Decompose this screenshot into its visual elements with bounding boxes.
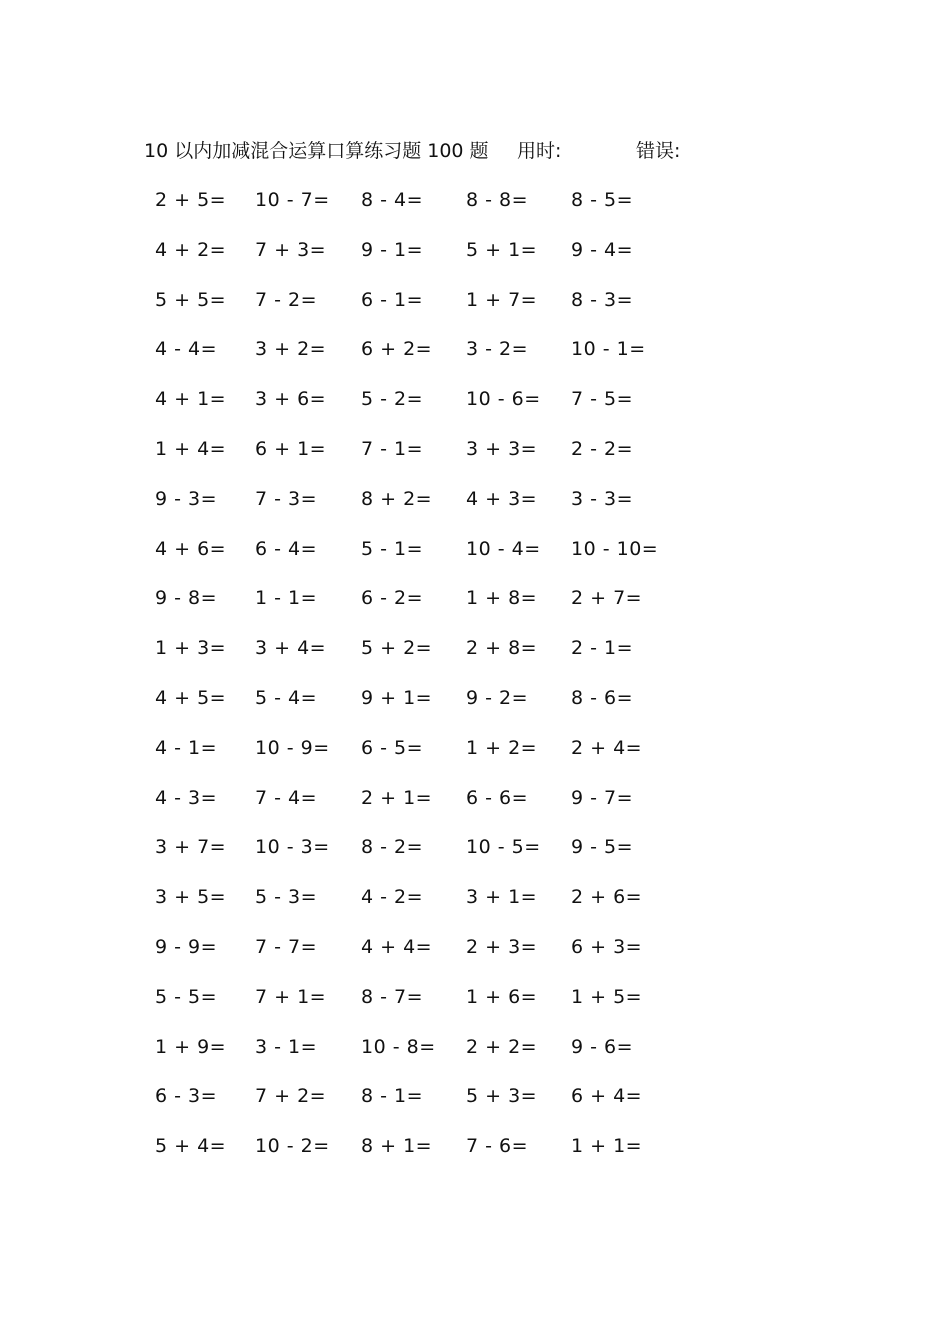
- problem-item: 3 - 1=: [255, 1035, 318, 1058]
- problem-item: 5 - 3=: [255, 886, 318, 909]
- problem-item: 5 + 3=: [466, 1085, 538, 1108]
- problem-item: 7 - 3=: [255, 487, 318, 510]
- problem-row: [155, 833, 715, 883]
- problem-item: 5 - 5=: [155, 985, 218, 1008]
- problem-item: 9 - 6=: [571, 1035, 634, 1058]
- problem-item: 10 - 4=: [466, 537, 541, 560]
- problem-item: 9 - 1=: [361, 238, 424, 261]
- problem-item: 4 + 4=: [361, 935, 433, 958]
- problem-item: 10 - 2=: [255, 1135, 330, 1158]
- problem-item: 1 - 1=: [255, 587, 318, 610]
- problem-item: 4 + 5=: [155, 686, 227, 709]
- problem-item: 8 + 1=: [361, 1135, 433, 1158]
- problem-item: 1 + 2=: [466, 736, 538, 759]
- problem-item: 10 - 7=: [255, 189, 330, 211]
- problem-row: [155, 584, 715, 634]
- problem-item: 7 + 2=: [255, 1085, 327, 1108]
- problem-item: 8 - 3=: [571, 288, 634, 311]
- problem-item: 3 + 3=: [466, 437, 538, 460]
- problem-item: 8 - 1=: [361, 1085, 424, 1108]
- problem-row: [155, 236, 715, 286]
- problem-row: [155, 784, 715, 834]
- problem-row: [155, 385, 715, 435]
- problem-row: [155, 1033, 715, 1083]
- problem-item: 2 - 1=: [571, 637, 634, 660]
- problem-item: 10 - 8=: [361, 1035, 436, 1058]
- problem-item: 6 + 3=: [571, 935, 643, 958]
- problem-item: 8 - 6=: [571, 686, 634, 709]
- problem-item: 10 - 6=: [466, 388, 541, 411]
- problem-row: [155, 435, 715, 485]
- problem-item: 4 - 3=: [155, 786, 218, 809]
- problem-item: 9 - 4=: [571, 238, 634, 261]
- problem-item: 1 + 9=: [155, 1035, 227, 1058]
- problem-item: 5 + 5=: [155, 288, 227, 311]
- problem-item: 10 - 9=: [255, 736, 330, 759]
- problem-item: 2 + 3=: [466, 935, 538, 958]
- problem-item: 6 - 1=: [361, 288, 424, 311]
- problem-item: 1 + 6=: [466, 985, 538, 1008]
- problem-row: [155, 1082, 715, 1132]
- problem-row: [155, 634, 715, 684]
- problem-item: 5 + 2=: [361, 637, 433, 660]
- problem-item: 2 + 2=: [466, 1035, 538, 1058]
- problem-item: 7 - 7=: [255, 935, 318, 958]
- problem-item: 6 - 2=: [361, 587, 424, 610]
- problem-item: 4 + 1=: [155, 388, 227, 411]
- problem-item: 6 - 3=: [155, 1085, 218, 1108]
- problem-item: 6 + 1=: [255, 437, 327, 460]
- problem-item: 2 + 6=: [571, 886, 643, 909]
- problem-item: 10 - 10=: [571, 537, 659, 560]
- problem-item: 1 + 5=: [571, 985, 643, 1008]
- problem-item: 4 + 2=: [155, 238, 227, 261]
- problem-row: [155, 1132, 715, 1182]
- problem-item: 5 + 1=: [466, 238, 538, 261]
- worksheet-title: 10 以内加减混合运算口算练习题 100 题: [144, 140, 489, 162]
- problem-item: 8 - 5=: [571, 189, 634, 211]
- problem-item: 5 - 2=: [361, 388, 424, 411]
- problem-item: 9 + 1=: [361, 686, 433, 709]
- problem-item: 3 - 3=: [571, 487, 634, 510]
- problem-item: 6 + 4=: [571, 1085, 643, 1108]
- problem-row: [155, 933, 715, 983]
- problem-item: 1 + 3=: [155, 637, 227, 660]
- problem-item: 3 + 7=: [155, 836, 227, 859]
- problem-item: 2 + 1=: [361, 786, 433, 809]
- problem-item: 7 + 3=: [255, 238, 327, 261]
- problem-item: 9 - 2=: [466, 686, 529, 709]
- problem-item: 6 - 6=: [466, 786, 529, 809]
- problem-row: [155, 186, 715, 236]
- problem-item: 3 + 6=: [255, 388, 327, 411]
- problem-item: 3 + 2=: [255, 338, 327, 361]
- problem-item: 9 - 5=: [571, 836, 634, 859]
- problem-item: 1 + 4=: [155, 437, 227, 460]
- time-used-label: 用时:: [517, 140, 562, 162]
- problem-item: 1 + 7=: [466, 288, 538, 311]
- problem-item: 3 - 2=: [466, 338, 529, 361]
- problem-item: 7 - 5=: [571, 388, 634, 411]
- problem-item: 8 - 2=: [361, 836, 424, 859]
- problem-item: 6 - 5=: [361, 736, 424, 759]
- problem-item: 9 - 7=: [571, 786, 634, 809]
- problem-item: 4 + 3=: [466, 487, 538, 510]
- problem-item: 1 + 8=: [466, 587, 538, 610]
- problem-item: 2 - 2=: [571, 437, 634, 460]
- problem-item: 2 + 4=: [571, 736, 643, 759]
- problem-row: [155, 335, 715, 385]
- error-count-label: 错误:: [636, 140, 681, 162]
- problem-item: 4 + 6=: [155, 537, 227, 560]
- problem-item: 1 + 1=: [571, 1135, 643, 1158]
- problem-item: 8 + 2=: [361, 487, 433, 510]
- problem-item: 4 - 4=: [155, 338, 218, 361]
- problem-item: 5 - 4=: [255, 686, 318, 709]
- problem-row: [155, 485, 715, 535]
- problem-item: 8 - 8=: [466, 189, 529, 211]
- problem-item: 4 - 2=: [361, 886, 424, 909]
- problem-item: 5 - 1=: [361, 537, 424, 560]
- problem-row: [155, 684, 715, 734]
- problem-row: [155, 734, 715, 784]
- problem-item: 6 + 2=: [361, 338, 433, 361]
- problem-row: [155, 286, 715, 336]
- problem-item: 3 + 4=: [255, 637, 327, 660]
- problem-row: [155, 535, 715, 585]
- problem-row: [155, 883, 715, 933]
- problem-item: 4 - 1=: [155, 736, 218, 759]
- problem-item: 10 - 5=: [466, 836, 541, 859]
- problem-item: 3 + 1=: [466, 886, 538, 909]
- problem-item: 8 - 7=: [361, 985, 424, 1008]
- problem-item: 6 - 4=: [255, 537, 318, 560]
- problem-item: 5 + 4=: [155, 1135, 227, 1158]
- problem-item: 7 + 1=: [255, 985, 327, 1008]
- problem-item: 7 - 6=: [466, 1135, 529, 1158]
- problem-item: 2 + 8=: [466, 637, 538, 660]
- problem-item: 7 - 2=: [255, 288, 318, 311]
- problem-item: 9 - 8=: [155, 587, 218, 610]
- problem-item: 7 - 4=: [255, 786, 318, 809]
- problem-row: [155, 983, 715, 1033]
- problem-item: 9 - 9=: [155, 935, 218, 958]
- problem-item: 2 + 5=: [155, 189, 227, 211]
- problem-item: 8 - 4=: [361, 189, 424, 211]
- problem-item: 10 - 1=: [571, 338, 646, 361]
- problem-item: 2 + 7=: [571, 587, 643, 610]
- problem-item: 3 + 5=: [155, 886, 227, 909]
- problem-item: 9 - 3=: [155, 487, 218, 510]
- problem-item: 10 - 3=: [255, 836, 330, 859]
- problem-grid: [155, 186, 715, 1182]
- problem-item: 7 - 1=: [361, 437, 424, 460]
